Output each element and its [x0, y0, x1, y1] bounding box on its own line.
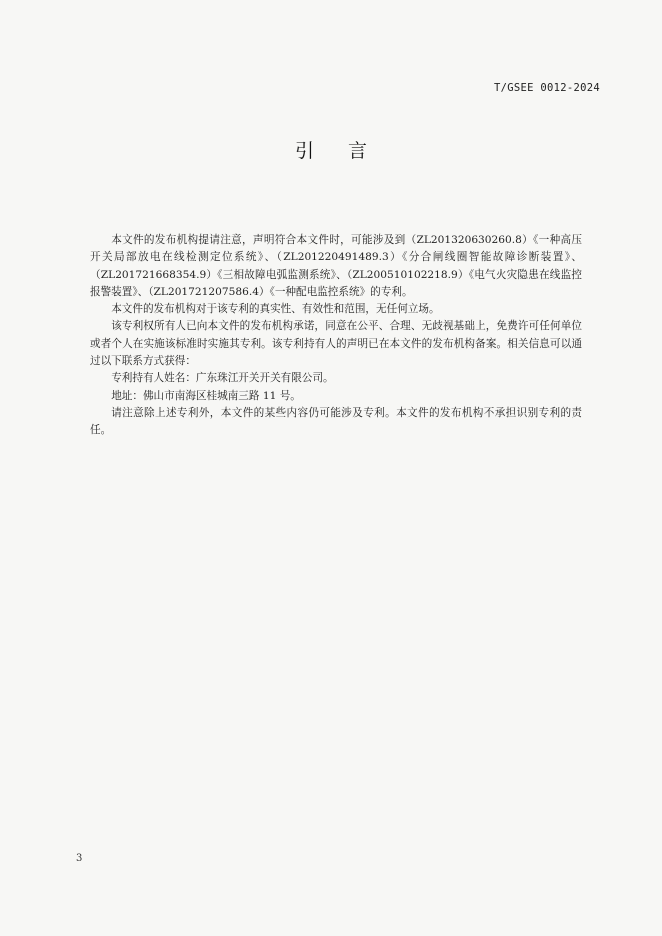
introduction-body	[90, 232, 582, 440]
paragraph-patent-notice: 本文件的发布机构提请注意，声明符合本文件时，可能涉及到（ZL201320630260.8）《一种高压开关局部放电在线检测定位系统》、（ZL201220491489.3）《分合闸线圈智能故障诊断装置》、（ZL201721668354.9）《三相故障电弧监测系统》、（ZL200510102218.9）《电气火灾隐患在线监控报警装置》、（ZL201721207586.4）《一种配电监控系统》的专利。	[90, 234, 582, 298]
paragraph-address: 地址：佛山市南海区桂城南三路 11 号。	[111, 389, 301, 402]
paragraph-holder-name: 专利持有人姓名：广东珠江开关开关有限公司。	[111, 372, 334, 385]
document-code: T/GSEE 0012-2024	[494, 82, 600, 94]
page-number: 3	[76, 853, 83, 864]
paragraph-no-position: 本文件的发布机构对于该专利的真实性、有效性和范围，无任何立场。	[111, 303, 440, 316]
paragraph-disclaimer: 请注意除上述专利外，本文件的某些内容仍可能涉及专利。本文件的发布机构不承担识别专利的责任。	[90, 406, 582, 437]
paragraph-holder-commitment: 该专利权所有人已向本文件的发布机构承诺，同意在公平、合理、无歧视基础上，免费许可任何单位或者个人在实施该标准时实施其专利。该专利持有人的声明已在本文件的发布机构备案。相关信息可以通过以下联系方式获得：	[90, 320, 582, 368]
page-title: 引言	[294, 140, 401, 162]
